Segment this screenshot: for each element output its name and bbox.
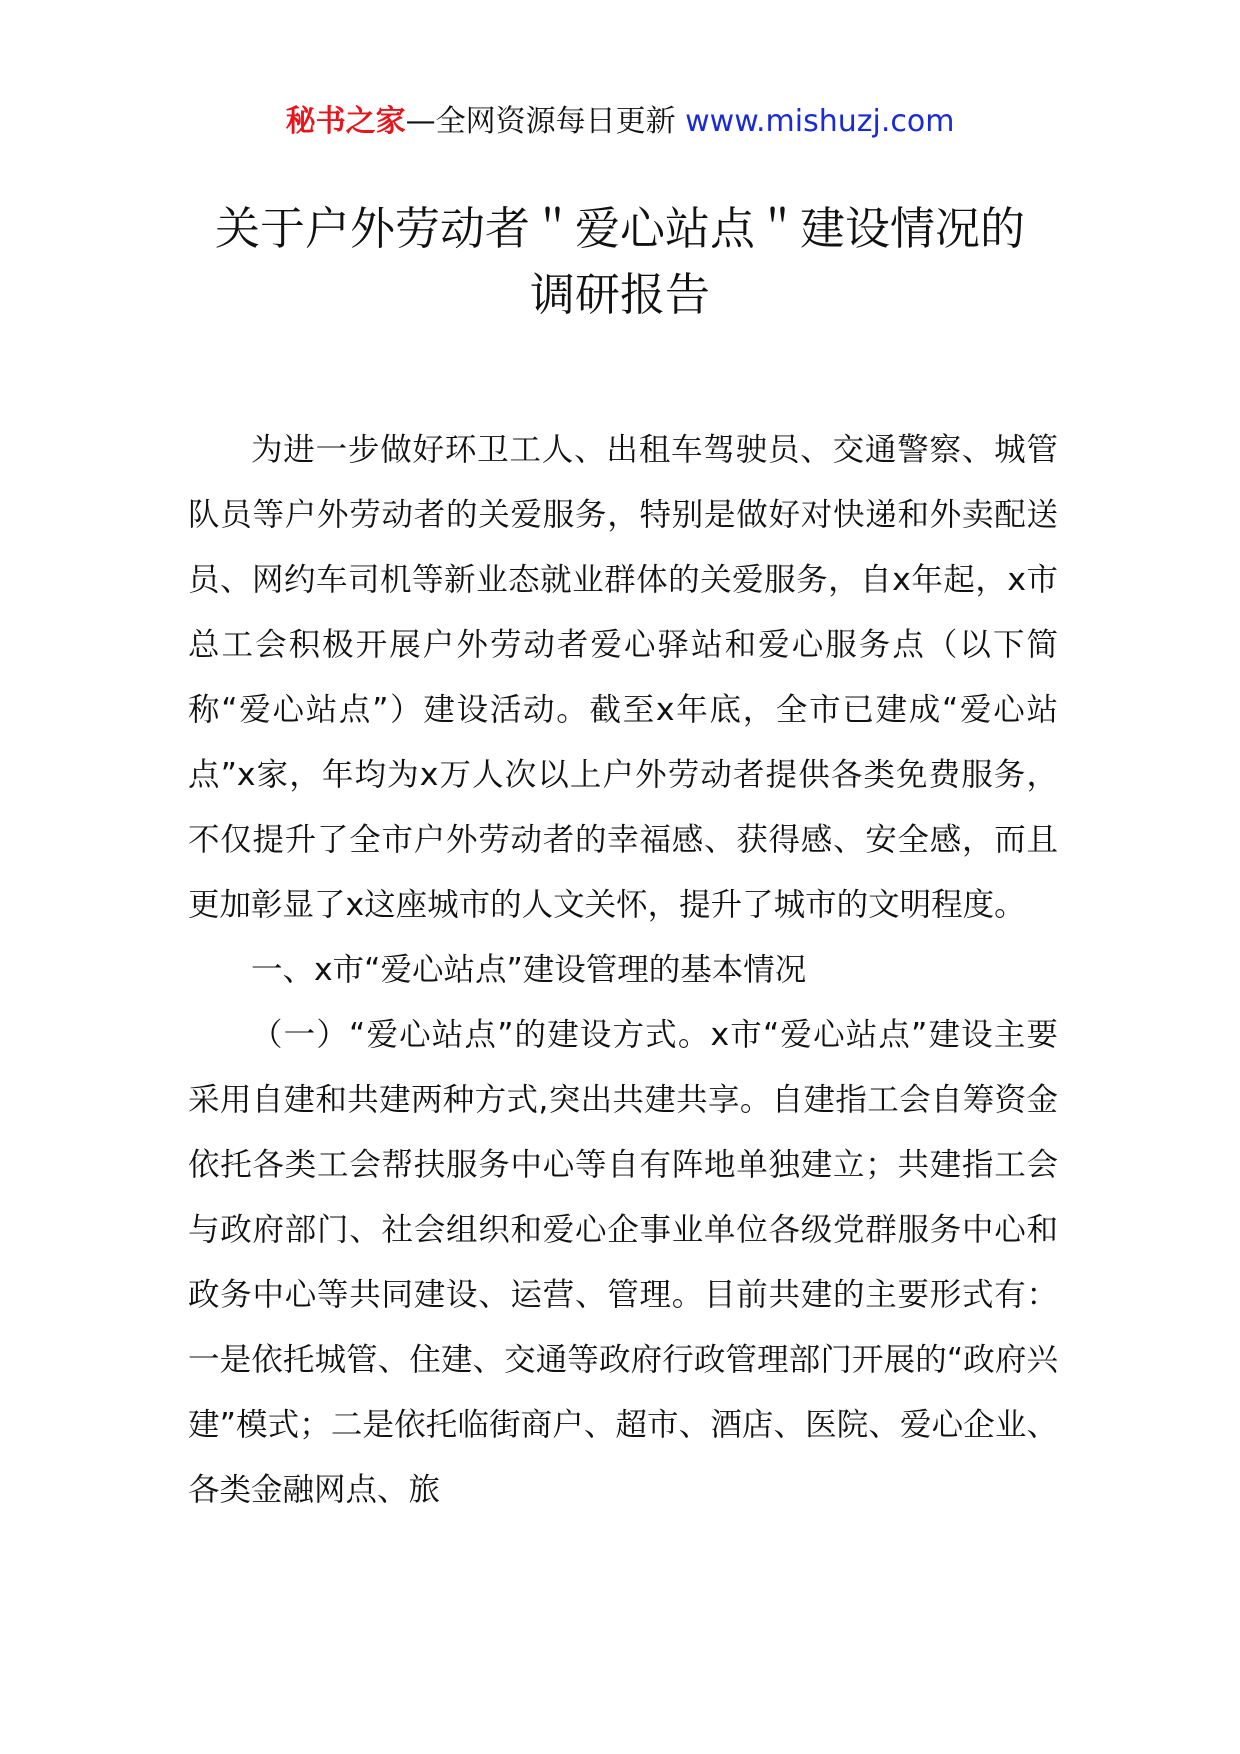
header-tagline: —全网资源每日更新 — [405, 104, 676, 139]
document-title — [0, 196, 1240, 328]
body-paragraph: （一）“爱心站点”的建设方式。x市“爱心站点”建设主要采用自建和共建两种方式,突出共建共享。自建指工会自筹资金依托各类工会帮扶服务中心等自有阵地单独建立；共建指工会与政府部门、社会组织和爱心企事业单位各级党群服务中心和政务中心等共同建设、运营、管理。目前共建的主要形式有：一是依托城管、住建、交通等政府行政管理部门开展的“政府兴建”模式；二是依托临街商户、超市、酒店、医院、爱心企业、各类金融网点、旅 — [188, 1017, 1058, 1508]
site-url-link[interactable]: www.mishuzj.com — [685, 104, 955, 139]
intro-paragraph: 为进一步做好环卫工人、出租车驾驶员、交通警察、城管队员等户外劳动者的关爱服务，特别是做好对快递和外卖配送员、网约车司机等新业态就业群体的关爱服务，自x年起，x市总工会积极开展户外劳动者爱心驿站和爱心服务点（以下简称“爱心站点”）建设活动。截至x年底，全市已建成“爱心站点”x家，年均为x万人次以上户外劳动者提供各类免费服务，不仅提升了全市户外劳动者的幸福感、获得感、安全感，而且更加彰显了x这座城市的人文关怀，提升了城市的文明程度。 — [188, 432, 1058, 923]
site-header — [0, 100, 1240, 144]
title-line-1: 关于户外劳动者＂爱心站点＂建设情况的 — [214, 202, 1025, 255]
brand-name: 秘书之家 — [285, 104, 406, 139]
section-heading: 一、x市“爱心站点”建设管理的基本情况 — [251, 952, 807, 988]
title-line-2: 调研报告 — [529, 268, 710, 321]
document-body — [188, 418, 1058, 1523]
